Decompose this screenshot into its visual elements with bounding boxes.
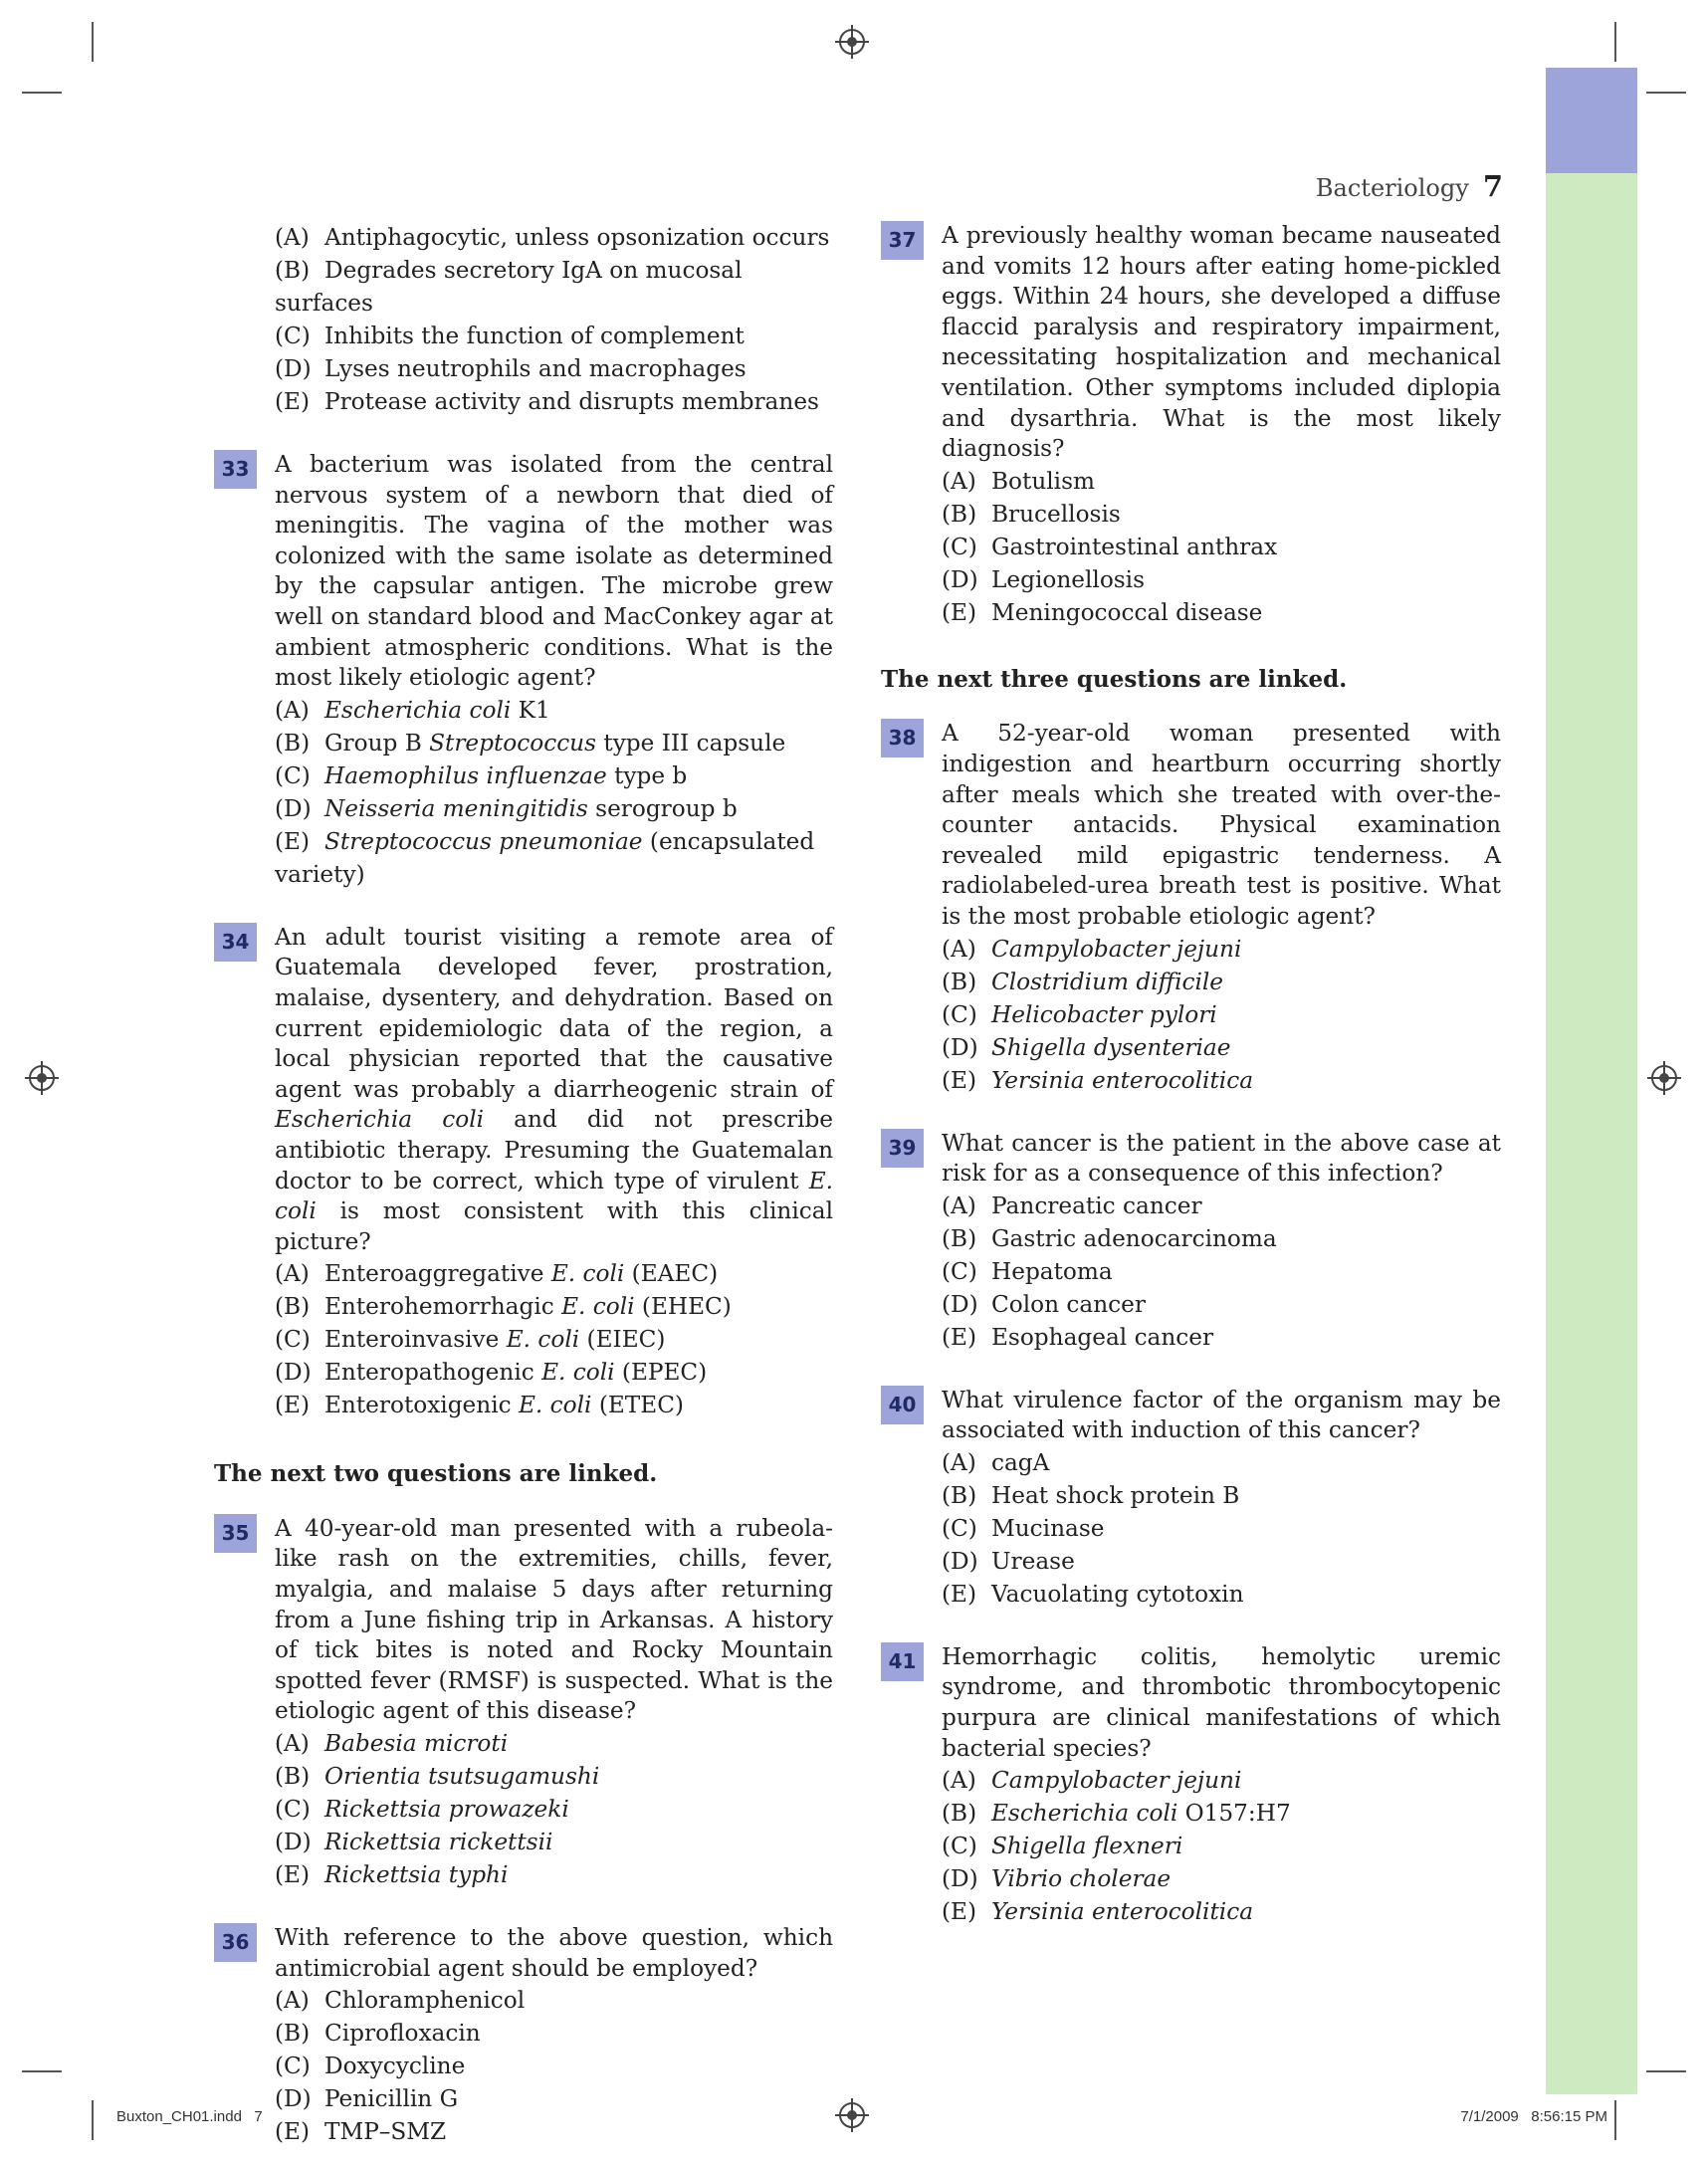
option: (B) Orientia tsutsugamushi [275, 1763, 600, 1791]
question-number: 35 [214, 1514, 257, 1553]
option: (A) Botulism [942, 467, 1095, 495]
slug-filename: Buxton_CH01.indd 7 [116, 2108, 263, 2125]
question-39 [881, 1129, 1501, 1354]
crop-mark [22, 92, 62, 94]
option: (C) Helicobacter pylori [942, 1000, 1217, 1028]
option: (E) Meningococcal disease [942, 598, 1263, 626]
option: (A) Campylobacter jejuni [942, 1767, 1242, 1795]
crop-mark [1614, 2100, 1616, 2140]
question-32-continuation [214, 221, 833, 418]
option: (E) TMP–SMZ [275, 2118, 447, 2146]
question-stem: Hemorrhagic colitis, hemolytic uremic syndrome, and thrombotic thrombocytopenic purpura are clinical manifestations of which bacterial species? [942, 1642, 1501, 1762]
question-number: 36 [214, 1923, 257, 1962]
option: (D) Shigella dysenteriae [942, 1033, 1231, 1061]
question-36 [214, 1923, 833, 2148]
running-head [1294, 169, 1503, 203]
option: (E) Protease activity and disrupts membranes [275, 388, 819, 415]
question-number: 33 [214, 450, 257, 489]
crop-mark [92, 2100, 94, 2140]
option: (B) Group B Streptococcus type III capsule [275, 729, 786, 757]
question-stem: What cancer is the patient in the above case at risk for as a consequence of this infection? [942, 1129, 1501, 1188]
question-number: 37 [881, 221, 924, 260]
crop-mark [1646, 92, 1686, 94]
question-41 [881, 1642, 1501, 1928]
question-40 [881, 1386, 1501, 1611]
question-stem: A previously healthy woman became nauseated and vomits 12 hours after eating home-pickled eggs. Within 24 hours, she developed a diffuse flaccid paralysis and respiratory impairment, necessitating hospitalization and mechanical ventilation. Other symptoms included diplopia and dysarthria. What is the most likely diagnosis? [942, 222, 1501, 463]
option: (D) Neisseria meningitidis serogroup b [275, 794, 738, 822]
option: (E) Enterotoxigenic E. coli (ETEC) [275, 1392, 684, 1419]
option: (B) Escherichia coli O157:H7 [942, 1800, 1291, 1828]
option: (D) Rickettsia rickettsii [275, 1829, 553, 1856]
option: (B) Ciprofloxacin [275, 2020, 481, 2048]
chapter-tab [1546, 68, 1637, 173]
linked-questions-note: The next two questions are linked. [214, 1460, 658, 1488]
registration-mark-icon [839, 29, 865, 55]
crop-mark [22, 2070, 62, 2072]
registration-mark-icon [1651, 1065, 1677, 1091]
question-stem: With reference to the above question, which antimicrobial agent should be employed? [275, 1924, 833, 1982]
question-stem: A 52-year-old woman presented with indigestion and heartburn occurring shortly after meals which she treated with over-the-counter antacids. Physical examination revealed mild epigastric tenderness. A radiolabeled-urea breath test is positive. What is the most probable etiologic agent? [942, 720, 1501, 930]
option: (E) Rickettsia typhi [275, 1861, 509, 1889]
option: (C) Gastrointestinal anthrax [942, 533, 1278, 560]
option: (C) Doxycycline [275, 2053, 466, 2080]
question-number: 39 [881, 1129, 924, 1168]
question-34 [214, 923, 833, 1422]
option: (D) Lyses neutrophils and macrophages [275, 355, 747, 382]
linked-questions-note: The next three questions are linked. [881, 665, 1348, 693]
crop-mark [1646, 2070, 1686, 2072]
crop-mark [1614, 22, 1616, 62]
side-band [1546, 173, 1637, 2094]
option: (B) Clostridium difficile [942, 968, 1224, 995]
page-number: 7 [1482, 169, 1503, 203]
option: (D) Colon cancer [942, 1290, 1146, 1318]
question-number: 38 [881, 719, 924, 757]
option: (A) Escherichia coli K1 [275, 696, 550, 724]
option: (C) Mucinase [942, 1514, 1105, 1542]
question-number: 41 [881, 1642, 924, 1681]
option: (A) Babesia microti [275, 1730, 509, 1758]
section-title: Bacteriology [1315, 174, 1469, 202]
option: (E) Vacuolating cytotoxin [942, 1580, 1244, 1608]
option: (B) Enterohemorrhagic E. coli (EHEC) [275, 1293, 732, 1321]
option: (D) Penicillin G [275, 2085, 459, 2113]
option: (C) Hepatoma [942, 1257, 1113, 1285]
option: (C) Haemophilus influenzae type b [275, 761, 688, 789]
option: (C) Inhibits the function of complement [275, 323, 745, 349]
option: (E) Yersinia enterocolitica [942, 1066, 1254, 1094]
question-stem: What virulence factor of the organism may be associated with induction of this cancer? [942, 1386, 1501, 1444]
option: (E) Esophageal cancer [942, 1323, 1214, 1351]
question-37 [881, 221, 1501, 629]
option: (A) Enteroaggregative E. coli (EAEC) [275, 1260, 719, 1288]
option: (C) Shigella flexneri [942, 1833, 1183, 1860]
question-33 [214, 450, 833, 891]
question-stem: A 40-year-old man presented with a rubeola-like rash on the extremities, chills, fever, myalgia, and malaise 5 days after returning from a June fishing trip in Arkansas. A history of tick bites is noted and Rocky Mountain spotted fever (RMSF) is suspected. What is the etiologic agent of this disease? [275, 1514, 833, 1725]
option: (D) Urease [942, 1547, 1075, 1575]
option: (E) Yersinia enterocolitica [942, 1898, 1254, 1926]
slug-datetime: 7/1/2009 8:56:15 PM [1460, 2108, 1607, 2125]
option: (D) Enteropathogenic E. coli (EPEC) [275, 1359, 708, 1387]
option: (A) Campylobacter jejuni [942, 935, 1242, 963]
question-stem: An adult tourist visiting a remote area of Guatemala developed fever, prostration, malaise, dysentery, and dehydration. Based on current epidemiologic data of the region, a local physician reported that the causative agent was probably a diarrheogenic strain of Escherichia coli and did not prescribe antibiotic therapy. Presuming the Guatemalan doctor to be correct, which type of virulent E. coli is most consistent with this clinical picture? [275, 923, 834, 1255]
option: (A) Chloramphenicol [275, 1987, 526, 2015]
registration-mark-icon [29, 1065, 55, 1091]
option: (D) Legionellosis [942, 565, 1146, 593]
registration-mark-icon [839, 2102, 865, 2128]
option: (C) Enteroinvasive E. coli (EIEC) [275, 1326, 666, 1354]
option: (A) cagA [942, 1448, 1050, 1476]
crop-mark [92, 22, 94, 62]
option: (C) Rickettsia prowazeki [275, 1796, 569, 1824]
option: (B) Heat shock protein B [942, 1481, 1240, 1509]
question-stem: A bacterium was isolated from the central nervous system of a newborn that died of meningitis. The vagina of the mother was colonized with the same isolate as determined by the capsular antigen. The microbe grew well on standard blood and MacConkey agar at ambient atmospheric conditions. What is the most likely etiologic agent? [275, 451, 833, 692]
question-number: 34 [214, 923, 257, 962]
option: (B) Degrades secretory IgA on mucosal surfaces [275, 257, 743, 317]
option: (A) Pancreatic cancer [942, 1191, 1202, 1219]
question-38 [881, 719, 1501, 1096]
question-35 [214, 1514, 833, 1891]
option: (B) Gastric adenocarcinoma [942, 1224, 1277, 1252]
option: (E) Streptococcus pneumoniae (encapsulated variety) [275, 827, 815, 888]
option: (A) Antiphagocytic, unless opsonization occurs [275, 224, 830, 251]
right-column [881, 221, 1501, 1928]
question-number: 40 [881, 1386, 924, 1424]
option: (D) Vibrio cholerae [942, 1865, 1172, 1893]
option: (B) Brucellosis [942, 500, 1121, 528]
left-column [214, 221, 833, 2148]
